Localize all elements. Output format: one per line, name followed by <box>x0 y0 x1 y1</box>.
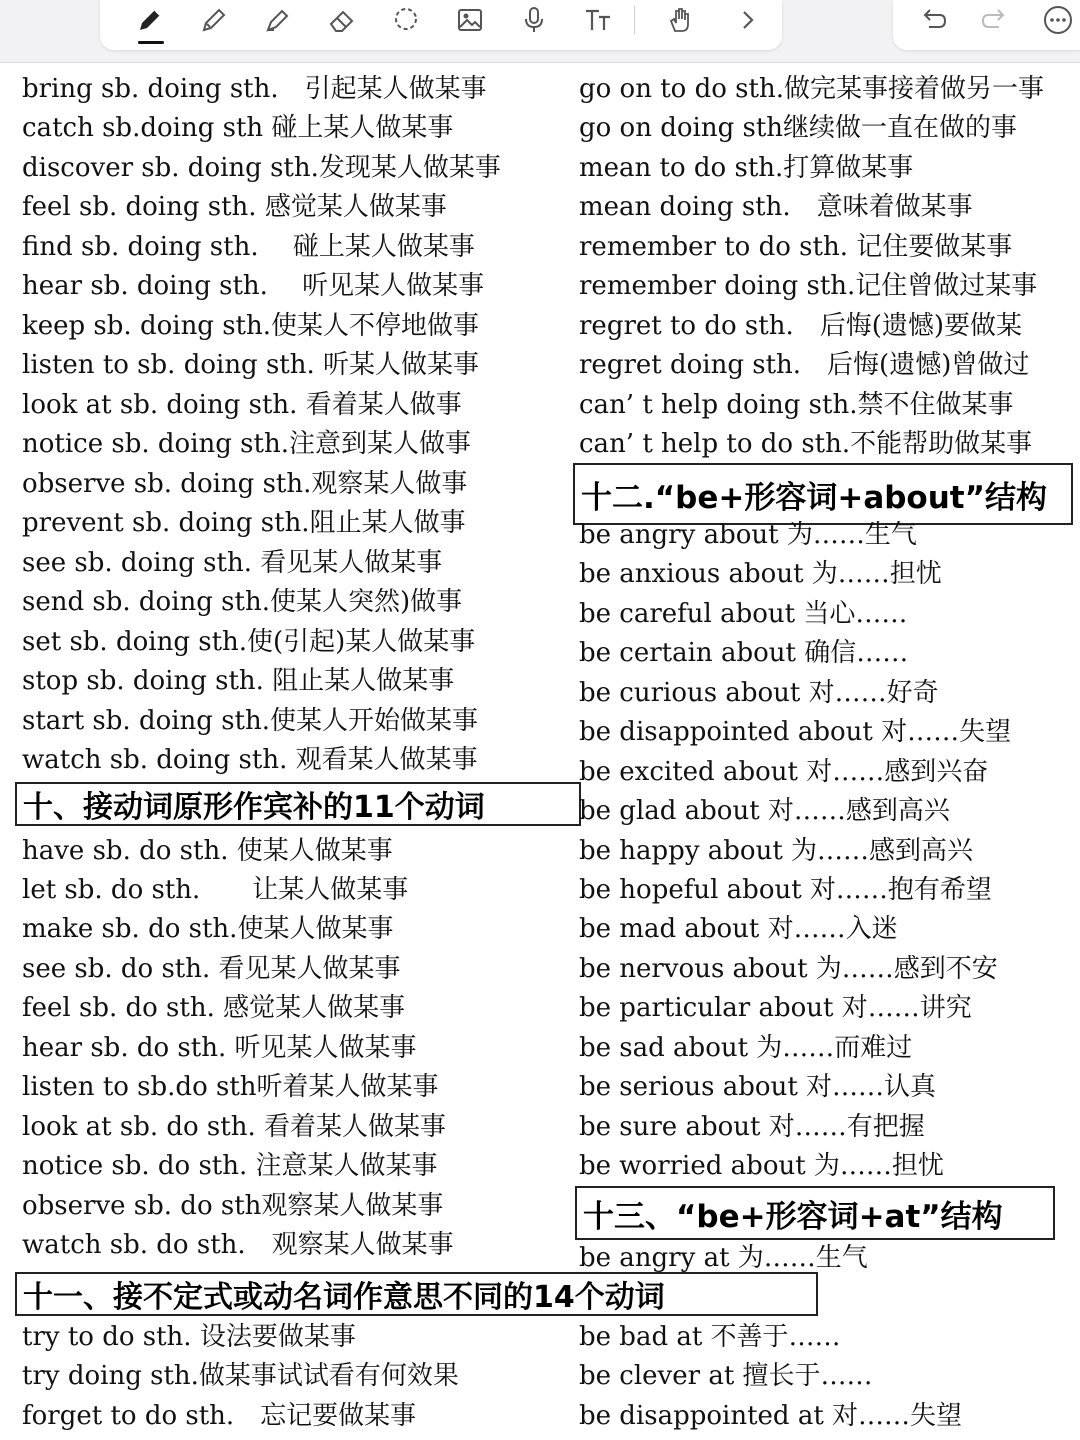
text-icon[interactable] <box>576 0 620 40</box>
list-item: see sb. doing sth. 看见某人做某事 <box>22 548 443 578</box>
history-panel <box>893 0 1080 50</box>
list-item: be careful about 当心…… <box>579 599 908 629</box>
list-item: prevent sb. doing sth.阻止某人做事 <box>22 508 466 538</box>
list-item: mean to do sth.打算做某事 <box>579 153 914 183</box>
list-item: hear sb. doing sth. 听见某人做某事 <box>22 271 485 301</box>
list-item: forget to do sth. 忘记要做某事 <box>22 1401 417 1431</box>
list-item: make sb. do sth.使某人做某事 <box>22 914 394 944</box>
list-item: regret doing sth. 后悔(遗憾)曾做过 <box>579 350 1030 380</box>
list-item: be hopeful about 对……抱有希望 <box>579 875 992 905</box>
list-item: listen to sb. doing sth. 听某人做某事 <box>22 350 480 380</box>
list-item: be sure about 对……有把握 <box>579 1112 925 1142</box>
pen-icon[interactable] <box>128 0 172 40</box>
list-item: stop sb. doing sth. 阻止某人做某事 <box>22 666 455 696</box>
list-item: be glad about 对……感到高兴 <box>579 796 950 826</box>
list-item: remember to do sth. 记住要做某事 <box>579 232 1013 262</box>
section-heading-12: 十二.“be+形容词+about”结构 <box>573 463 1073 525</box>
more-icon[interactable] <box>1036 0 1080 40</box>
list-item: find sb. doing sth. 碰上某人做某事 <box>22 232 475 262</box>
microphone-icon[interactable] <box>512 0 556 40</box>
image-icon[interactable] <box>448 0 492 40</box>
pencil-icon[interactable] <box>192 0 236 40</box>
list-item: be bad at 不善于…… <box>579 1322 841 1352</box>
list-item: keep sb. doing sth.使某人不停地做事 <box>22 311 480 341</box>
list-item: be angry at 为……生气 <box>579 1243 868 1273</box>
lasso-icon[interactable] <box>384 0 428 40</box>
drawing-tools-panel <box>100 0 782 50</box>
list-item: be certain about 确信…… <box>579 638 909 668</box>
list-item: set sb. doing sth.使(引起)某人做某事 <box>22 627 476 657</box>
list-item: can’ t help to do sth.不能帮助做某事 <box>579 429 1033 459</box>
list-item: try doing sth.做某事试试看有何效果 <box>22 1361 459 1391</box>
list-item: be disappointed about 对……失望 <box>579 717 1012 747</box>
list-item: send sb. doing sth.使某人突然)做事 <box>22 587 463 617</box>
toolbar-separator <box>634 6 635 34</box>
undo-icon[interactable] <box>911 0 955 40</box>
list-item: can’ t help doing sth.禁不住做某事 <box>579 390 1014 420</box>
list-item: let sb. do sth. 让某人做某事 <box>22 875 409 905</box>
list-item: be worried about 为……担忧 <box>579 1151 944 1181</box>
list-item: be disappointed at 对……失望 <box>579 1401 963 1431</box>
list-item: feel sb. doing sth. 感觉某人做某事 <box>22 192 447 222</box>
redo-icon[interactable] <box>973 0 1017 40</box>
list-item: see sb. do sth. 看见某人做某事 <box>22 954 401 984</box>
section-heading-13: 十三、“be+形容词+at”结构 <box>575 1186 1055 1240</box>
list-item: look at sb. doing sth. 看着某人做事 <box>22 390 462 420</box>
list-item: be clever at 擅长于…… <box>579 1361 873 1391</box>
list-item: remember doing sth.记住曾做过某事 <box>579 271 1038 301</box>
list-item: notice sb. doing sth.注意到某人做事 <box>22 429 471 459</box>
list-item: start sb. doing sth.使某人开始做某事 <box>22 706 479 736</box>
list-item: discover sb. doing sth.发现某人做某事 <box>22 153 501 183</box>
list-item: notice sb. do sth. 注意某人做某事 <box>22 1151 438 1181</box>
list-item: be particular about 对……讲究 <box>579 993 972 1023</box>
list-item: go on doing sth继续做一直在做的事 <box>579 113 1018 143</box>
eraser-icon[interactable] <box>320 0 364 40</box>
list-item: be mad about 对……入迷 <box>579 914 898 944</box>
list-item: hear sb. do sth. 听见某人做某事 <box>22 1033 417 1063</box>
section-heading-11: 十一、接不定式或动名词作意思不同的14个动词 <box>15 1272 818 1316</box>
list-item: have sb. do sth. 使某人做某事 <box>22 836 393 866</box>
list-item: watch sb. doing sth. 观看某人做某事 <box>22 745 478 775</box>
list-item: observe sb. do sth观察某人做某事 <box>22 1191 444 1221</box>
app-toolbar <box>0 0 1080 63</box>
list-item: try to do sth. 设法要做某事 <box>22 1322 356 1352</box>
list-item: watch sb. do sth. 观察某人做某事 <box>22 1230 454 1260</box>
highlighter-icon[interactable] <box>256 0 300 40</box>
list-item: feel sb. do sth. 感觉某人做某事 <box>22 993 406 1023</box>
list-item: listen to sb.do sth听着某人做某事 <box>22 1072 439 1102</box>
list-item: be angry about 为……生气 <box>579 520 917 550</box>
list-item: be curious about 对……好奇 <box>579 678 939 708</box>
list-item: be serious about 对……认真 <box>579 1072 937 1102</box>
list-item: regret to do sth. 后悔(遗憾)要做某 <box>579 311 1023 341</box>
list-item: be anxious about 为……担忧 <box>579 559 942 589</box>
list-item: be excited about 对……感到兴奋 <box>579 757 989 787</box>
list-item: be nervous about 为……感到不安 <box>579 954 998 984</box>
list-item: go on to do sth.做完某事接着做另一事 <box>579 74 1044 104</box>
list-item: catch sb.doing sth 碰上某人做某事 <box>22 113 454 143</box>
list-item: look at sb. do sth. 看着某人做某事 <box>22 1112 446 1142</box>
list-item: mean doing sth. 意味着做某事 <box>579 192 973 222</box>
list-item: bring sb. doing sth. 引起某人做某事 <box>22 74 487 104</box>
list-item: be sad about 为……而难过 <box>579 1033 913 1063</box>
list-item: observe sb. doing sth.观察某人做事 <box>22 469 468 499</box>
note-page[interactable] <box>0 63 1080 1440</box>
list-item: be happy about 为……感到高兴 <box>579 836 974 866</box>
section-heading-10: 十、接动词原形作宾补的11个动词 <box>15 782 581 826</box>
chevron-right-icon[interactable] <box>726 0 770 40</box>
hand-icon[interactable] <box>658 0 702 40</box>
